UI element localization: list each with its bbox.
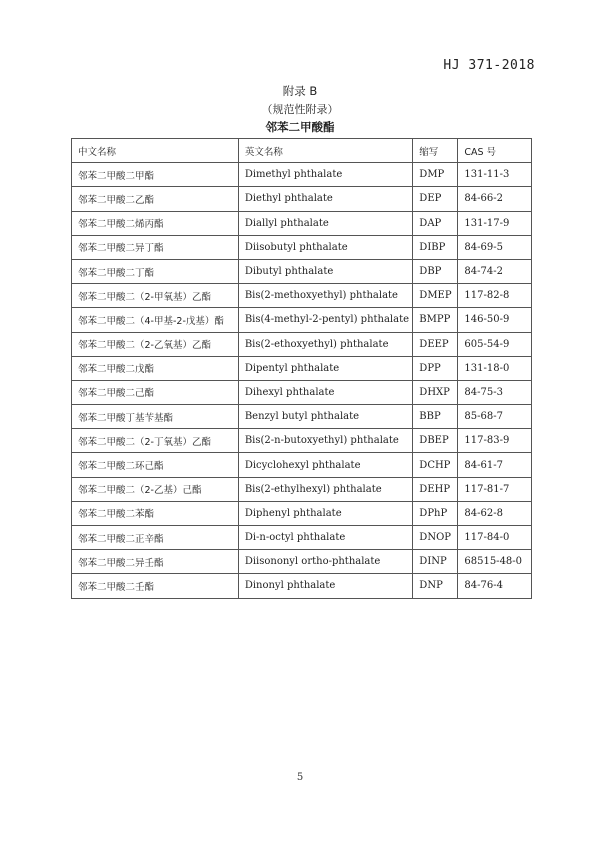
cas-number-cell: 117-83-9 <box>458 429 532 453</box>
cas-number-cell: 117-82-8 <box>458 284 532 308</box>
header-chinese-name: 中文名称 <box>72 139 239 163</box>
chinese-name-cell: 邻苯二甲酸丁基苄基酯 <box>72 405 239 429</box>
abbreviation-cell: DPhP <box>413 501 458 525</box>
english-name-cell: Bis(2-ethylhexyl) phthalate <box>238 477 412 501</box>
appendix-type: （规范性附录） <box>261 103 339 116</box>
document-code: HJ 371-2018 <box>443 58 535 73</box>
abbreviation-cell: DNOP <box>413 526 458 550</box>
abbreviation-cell: DBEP <box>413 429 458 453</box>
chinese-name-cell: 邻苯二甲酸二（4-甲基-2-戊基）酯 <box>72 308 239 332</box>
table-row <box>72 235 532 259</box>
english-name-cell: Benzyl butyl phthalate <box>238 405 412 429</box>
cas-number-cell: 117-84-0 <box>458 526 532 550</box>
chinese-name-cell: 邻苯二甲酸二（2-丁氧基）乙酯 <box>72 429 239 453</box>
abbreviation-cell: DIBP <box>413 235 458 259</box>
table-row <box>72 163 532 187</box>
table-row <box>72 187 532 211</box>
english-name-cell: Bis(2-ethoxyethyl) phthalate <box>238 332 412 356</box>
cas-number-cell: 131-18-0 <box>458 356 532 380</box>
cas-number-cell: 85-68-7 <box>458 405 532 429</box>
abbreviation-cell: DMP <box>413 163 458 187</box>
cas-number-cell: 84-62-8 <box>458 501 532 525</box>
english-name-cell: Dinonyl phthalate <box>238 574 412 598</box>
cas-number-cell: 84-75-3 <box>458 380 532 404</box>
header-cas-number: CAS 号 <box>458 139 532 163</box>
chinese-name-cell: 邻苯二甲酸二苯酯 <box>72 501 239 525</box>
cas-number-cell: 68515-48-0 <box>458 550 532 574</box>
english-name-cell: Bis(2-n-butoxyethyl) phthalate <box>238 429 412 453</box>
abbreviation-cell: DCHP <box>413 453 458 477</box>
header-abbreviation: 缩写 <box>413 139 458 163</box>
chinese-name-cell: 邻苯二甲酸二（2-乙氧基）乙酯 <box>72 332 239 356</box>
table-row <box>72 429 532 453</box>
chinese-name-cell: 邻苯二甲酸二正辛酯 <box>72 526 239 550</box>
cas-number-cell: 117-81-7 <box>458 477 532 501</box>
cas-number-cell: 131-11-3 <box>458 163 532 187</box>
abbreviation-cell: DEEP <box>413 332 458 356</box>
english-name-cell: Bis(2-methoxyethyl) phthalate <box>238 284 412 308</box>
abbreviation-cell: DMEP <box>413 284 458 308</box>
english-name-cell: Diphenyl phthalate <box>238 501 412 525</box>
chinese-name-cell: 邻苯二甲酸二壬酯 <box>72 574 239 598</box>
cas-number-cell: 84-66-2 <box>458 187 532 211</box>
appendix-title: 附录 B <box>282 84 318 98</box>
abbreviation-cell: DPP <box>413 356 458 380</box>
english-name-cell: Diisononyl ortho-phthalate <box>238 550 412 574</box>
cas-number-cell: 131-17-9 <box>458 211 532 235</box>
chinese-name-cell: 邻苯二甲酸二异丁酯 <box>72 235 239 259</box>
english-name-cell: Bis(4-methyl-2-pentyl) phthalate <box>238 308 412 332</box>
table-row <box>72 356 532 380</box>
page-number: 5 <box>296 772 304 783</box>
english-name-cell: Dibutyl phthalate <box>238 259 412 283</box>
phthalate-table <box>71 138 532 599</box>
english-name-cell: Diallyl phthalate <box>238 211 412 235</box>
english-name-cell: Dihexyl phthalate <box>238 380 412 404</box>
chinese-name-cell: 邻苯二甲酸二环己酯 <box>72 453 239 477</box>
table-row <box>72 259 532 283</box>
english-name-cell: Diethyl phthalate <box>238 187 412 211</box>
chinese-name-cell: 邻苯二甲酸二戊酯 <box>72 356 239 380</box>
cas-number-cell: 605-54-9 <box>458 332 532 356</box>
cas-number-cell: 84-74-2 <box>458 259 532 283</box>
table-row <box>72 308 532 332</box>
table-row <box>72 332 532 356</box>
cas-number-cell: 84-61-7 <box>458 453 532 477</box>
english-name-cell: Dicyclohexyl phthalate <box>238 453 412 477</box>
table-body <box>72 163 532 598</box>
english-name-cell: Dimethyl phthalate <box>238 163 412 187</box>
chinese-name-cell: 邻苯二甲酸二乙酯 <box>72 187 239 211</box>
table-row <box>72 477 532 501</box>
abbreviation-cell: DAP <box>413 211 458 235</box>
abbreviation-cell: DINP <box>413 550 458 574</box>
abbreviation-cell: DHXP <box>413 380 458 404</box>
header-english-name: 英文名称 <box>238 139 412 163</box>
english-name-cell: Di-n-octyl phthalate <box>238 526 412 550</box>
table-row <box>72 405 532 429</box>
table-row <box>72 284 532 308</box>
chinese-name-cell: 邻苯二甲酸二（2-乙基）己酯 <box>72 477 239 501</box>
chinese-name-cell: 邻苯二甲酸二烯丙酯 <box>72 211 239 235</box>
table-row <box>72 574 532 598</box>
cas-number-cell: 84-69-5 <box>458 235 532 259</box>
cas-number-cell: 84-76-4 <box>458 574 532 598</box>
table-title: 邻苯二甲酸酯 <box>265 120 335 134</box>
table-row <box>72 550 532 574</box>
abbreviation-cell: BBP <box>413 405 458 429</box>
table-row <box>72 453 532 477</box>
chinese-name-cell: 邻苯二甲酸二异壬酯 <box>72 550 239 574</box>
table-row <box>72 501 532 525</box>
english-name-cell: Diisobutyl phthalate <box>238 235 412 259</box>
table-row <box>72 380 532 404</box>
english-name-cell: Dipentyl phthalate <box>238 356 412 380</box>
abbreviation-cell: DEHP <box>413 477 458 501</box>
table-row <box>72 526 532 550</box>
chinese-name-cell: 邻苯二甲酸二甲酯 <box>72 163 239 187</box>
table-row <box>72 211 532 235</box>
chinese-name-cell: 邻苯二甲酸二己酯 <box>72 380 239 404</box>
chinese-name-cell: 邻苯二甲酸二丁酯 <box>72 259 239 283</box>
chinese-name-cell: 邻苯二甲酸二（2-甲氧基）乙酯 <box>72 284 239 308</box>
abbreviation-cell: BMPP <box>413 308 458 332</box>
abbreviation-cell: DBP <box>413 259 458 283</box>
abbreviation-cell: DEP <box>413 187 458 211</box>
table-header-row <box>72 139 532 163</box>
abbreviation-cell: DNP <box>413 574 458 598</box>
cas-number-cell: 146-50-9 <box>458 308 532 332</box>
